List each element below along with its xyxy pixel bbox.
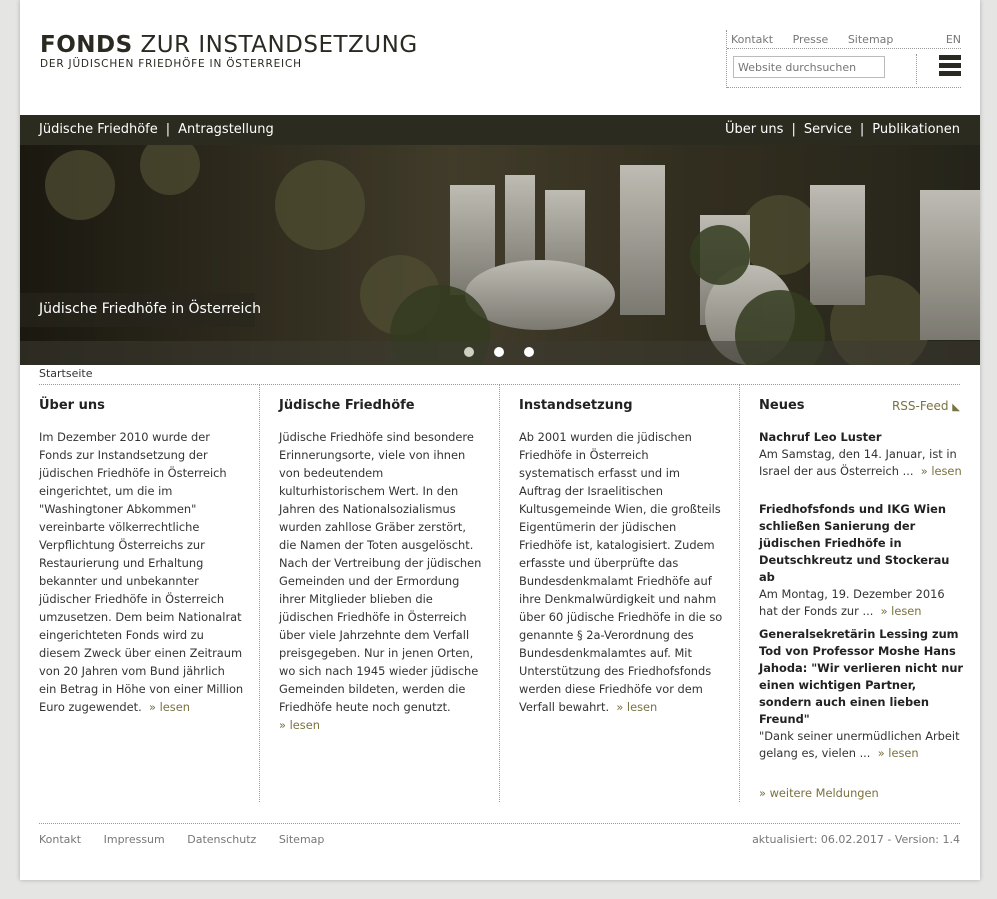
hero-slider[interactable] [20,145,980,365]
news-item-teaser: Am Samstag, den 14. Januar, ist in Israel der aus Österreich ... [759,447,957,478]
news-item-teaser: Am Montag, 19. Dezember 2016 hat der Fonds zur ... [759,587,945,618]
rss-icon: ◣ [952,402,960,413]
site-logo[interactable] [40,32,418,70]
footer-links [39,833,343,846]
util-link-presse[interactable]: Presse [792,33,829,46]
hero-caption: Jüdische Friedhöfe in Österreich [39,301,261,317]
news-item-text [759,446,964,480]
more-news-link[interactable]: » weitere Meldungen [759,786,879,800]
logo-title-bold: FONDS [40,32,133,58]
page [20,0,980,880]
slider-dot[interactable] [464,347,474,357]
logo-title [40,32,418,58]
column-text [279,428,484,734]
nav-item-service[interactable]: Service [803,122,852,137]
rss-feed-link[interactable] [892,399,960,413]
nav-left [39,122,274,137]
column-news [759,385,964,802]
footer-link-datenschutz[interactable]: Datenschutz [187,833,257,846]
util-link-kontakt[interactable]: Kontakt [731,33,774,46]
nav-item-antragstellung[interactable]: Antragstellung [178,122,274,137]
news-item-title[interactable]: Friedhofsfonds und IKG Wien schließen Sanierung der jüdischen Friedhöfe in Deutschkreutz und Stockerau ab [759,502,950,584]
divider [727,87,961,88]
utility-links [731,33,909,46]
nav-separator: | [859,122,865,137]
nav-separator: | [791,122,796,137]
news-item-teaser: "Dank seiner unermüdlichen Arbeit gelang es, vielen ... [759,729,960,760]
nav-right [725,122,960,137]
util-link-sitemap[interactable]: Sitemap [847,33,894,46]
nav-item-ueber-uns[interactable]: Über uns [724,122,784,137]
column-ueber-uns [39,385,259,802]
nav-separator: | [165,122,171,137]
divider [727,48,961,49]
footer-link-kontakt[interactable]: Kontakt [39,833,82,846]
divider [39,823,960,824]
news-title[interactable]: Neues [759,398,805,413]
column-title[interactable]: Über uns [39,398,105,413]
language-switch[interactable]: EN [945,33,961,46]
column-divider [739,385,740,802]
news-item [759,626,964,762]
column-text [39,428,244,716]
news-item [759,429,964,480]
logo-title-rest: ZUR INSTANDSETZUNG [140,32,418,58]
footer-link-impressum[interactable]: Impressum [103,833,165,846]
column-instandsetzung [519,385,739,802]
news-item-text [759,728,964,762]
news-item-title[interactable]: Generalsekretärin Lessing zum Tod von Professor Moshe Hans Jahoda: "Wir verlieren nicht nur einen wichtigen Partner, sondern auch einen lieben Freund" [759,627,964,726]
news-item-title[interactable]: Nachruf Leo Luster [759,430,882,444]
column-text [519,428,724,716]
read-more-link[interactable]: » lesen [616,700,658,714]
column-text-body: Jüdische Friedhöfe sind besondere Erinnerungsorte, viele von ihnen von bedeutendem kulturhistorischem Wert. In den Jahren des Nationalsozialismus wurden zahllose Gräber zerstört, die Namen der Toten ausgelöscht. Nach der Vertreibung der jüdischen Gemeinden und der Ermordung ihrer Mitglieder blieben die jüdischen Friedhöfe in Österreich über viele Jahrzehnte dem Verfall preisgegeben. Nur in jenen Orten, wo sich nach 1945 wieder jüdische Gemeinden bildeten, werden die Friedhöfe heute noch genutzt. [279,430,482,714]
read-more-link[interactable]: » lesen [279,718,320,732]
read-more-link[interactable]: » lesen [880,604,922,618]
column-title[interactable]: Instandsetzung [519,398,633,413]
logo-subtitle: DER JÜDISCHEN FRIEDHÖFE IN ÖSTERREICH [40,58,302,70]
column-juedische-friedhoefe [279,385,499,802]
main-nav [20,115,980,145]
utility-area [726,30,961,88]
nav-item-juedische-friedhoefe[interactable]: Jüdische Friedhöfe [39,122,158,137]
column-title[interactable]: Jüdische Friedhöfe [279,398,415,413]
column-text-body: Ab 2001 wurden die jüdischen Friedhöfe in Österreich systematisch erfasst und im Auftrag der Israelitischen Kultusgemeinde Wien, die großteils Eigentümerin der jüdischen Friedhöfe ist, katalogisiert. Zudem erfasste und überprüfte das Bundesdenkmalamt Friedhöfe auf ihre Denkmalwürdigkeit und nahm über 60 jüdische Friedhöfe in die so genannte § 2a-Verordnung des Bundesdenkmalamtes auf. Mit Unterstützung des Friedhofsfonds werden diese Friedhöfe vor dem Verfall bewahrt. [519,430,723,714]
nav-item-publikationen[interactable]: Publikationen [872,122,960,137]
footer-link-sitemap[interactable]: Sitemap [278,833,325,846]
column-divider [259,385,260,802]
read-more-link[interactable]: » lesen [877,746,919,760]
column-divider [499,385,500,802]
footer-status: aktualisiert: 06.02.2017 - Version: 1.4 [752,833,960,846]
read-more-link[interactable]: » lesen [920,464,962,478]
breadcrumb[interactable]: Startseite [39,367,93,380]
column-text-body: Im Dezember 2010 wurde der Fonds zur Instandsetzung der jüdischen Friedhöfe in Österreich eingerichtet, um die im "Washingtoner Abkommen" vereinbarte völkerrechtliche Verpflichtung Österreichs zur Restaurierung und Erhaltung bekannter und unbekannter jüdischer Friedhöfe in Österreich umzusetzen. Dem beim Nationalrat eingerichteten Fonds wird zu diesem Zweck über einen Zeitraum von 20 Jahren vom Bund jährlich ein Betrag in Höhe von einer Million Euro zugewendet. [39,430,244,714]
slider-dot[interactable] [524,347,534,357]
read-more-link[interactable]: » lesen [149,700,190,714]
slider-dot-active[interactable] [494,347,504,357]
news-item [759,501,964,620]
news-item-text [759,586,964,620]
divider [916,54,917,84]
hero-image [20,145,980,365]
rss-feed-label: RSS-Feed [891,399,949,413]
hamburger-icon[interactable] [939,55,961,79]
search-input[interactable] [733,56,885,78]
